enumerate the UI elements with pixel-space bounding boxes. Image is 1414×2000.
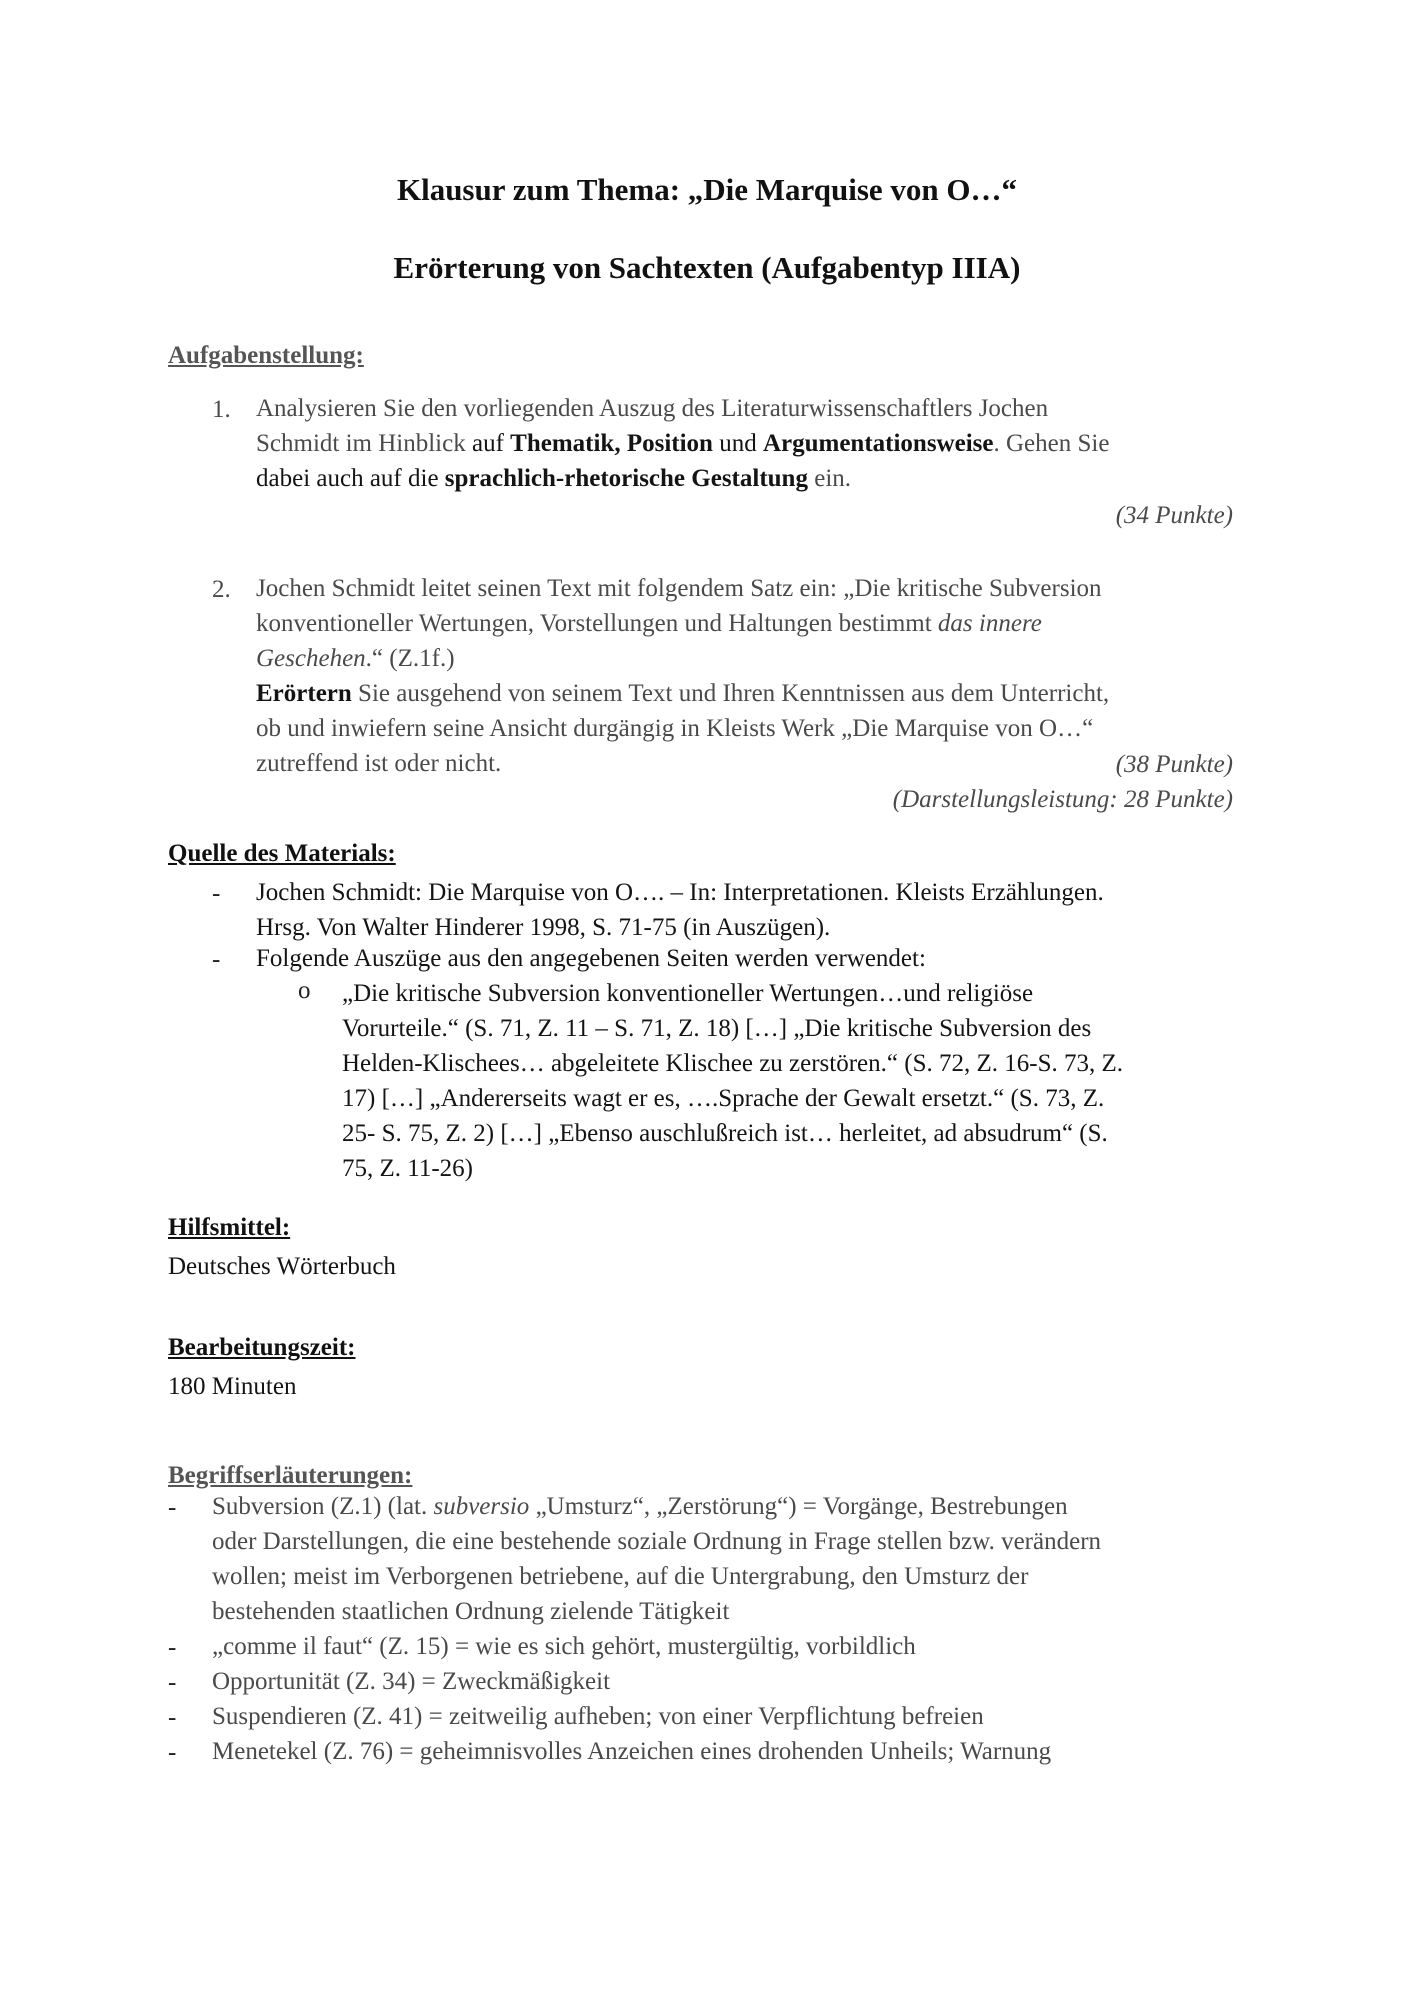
quelle-item1-line1: Jochen Schmidt: Die Marquise von O…. – In: Interpretationen. Kleists Erzählungen. — [256, 879, 1104, 906]
task2-number: 2. — [212, 576, 231, 603]
quelle-sub-line: Vorurteile.“ (S. 71, Z. 11 – S. 71, Z. 18) […] „Die kritische Subversion des — [342, 1015, 1092, 1042]
task2-line2: konventioneller Wertungen, Vorstellungen und Haltungen bestimmt das innere — [256, 610, 1042, 637]
task2-line3: Geschehen.“ (Z.1f.) — [256, 645, 455, 672]
task2-line4: Erörtern Sie ausgehend von seinem Text und Ihren Kenntnissen aus dem Unterricht, — [256, 680, 1110, 707]
hilfsmittel-value: Deutsches Wörterbuch — [168, 1253, 396, 1280]
quelle-item1-line2: Hrsg. Von Walter Hinderer 1998, S. 71-75 (in Auszügen). — [256, 914, 831, 941]
task2-line5: ob und inwiefern seine Ansicht durgängig in Kleists Werk „Die Marquise von O…“ — [256, 715, 1094, 742]
task1-line1: Analysieren Sie den vorliegenden Auszug des Literaturwissenschaftlers Jochen — [256, 395, 1049, 422]
task2-line6: zutreffend ist oder nicht. — [256, 750, 502, 777]
task2-points: (38 Punkte) — [1115, 751, 1233, 778]
begriff-subversion-line4: bestehenden staatlichen Ordnung zielende Tätigkeit — [212, 1598, 730, 1625]
begriff-menetekel: Menetekel (Z. 76) = geheimnisvolles Anzeichen eines drohenden Unheils; Warnung — [212, 1738, 1052, 1765]
quelle-sub-line: Helden-Klischees… abgeleitete Klischee zu zerstören.“ (S. 72, Z. 16-S. 73, Z. — [342, 1050, 1123, 1077]
task1-number: 1. — [212, 396, 231, 423]
darstellung-points: (Darstellungsleistung: 28 Punkte) — [892, 786, 1233, 813]
list-dash: - — [168, 1669, 177, 1696]
quelle-sub-line: „Die kritische Subversion konventioneller Wertungen…und religiöse — [342, 980, 1034, 1007]
begriff-comme-il-faut: „comme il faut“ (Z. 15) = wie es sich gehört, mustergültig, vorbildlich — [212, 1633, 916, 1660]
task1-points: (34 Punkte) — [1115, 502, 1233, 529]
list-dash: - — [168, 1634, 177, 1661]
document-title: Klausur zum Thema: „Die Marquise von O…“ — [396, 172, 1018, 207]
task2-line1: Jochen Schmidt leitet seinen Text mit folgendem Satz ein: „Die kritische Subversion — [256, 575, 1102, 602]
hilfsmittel-heading: Hilfsmittel: — [168, 1214, 291, 1241]
document-subtitle: Erörterung von Sachtexten (Aufgabentyp IIIA) — [393, 250, 1021, 285]
bearbeitungszeit-value: 180 Minuten — [168, 1373, 297, 1400]
bearbeitungszeit-heading: Bearbeitungszeit: — [168, 1334, 356, 1361]
quelle-sub-line: 75, Z. 11-26) — [342, 1155, 473, 1182]
task1-line2: Schmidt im Hinblick auf Thematik, Position und Argumentationsweise. Gehen Sie — [256, 430, 1110, 457]
list-dash: - — [212, 880, 221, 907]
quelle-sub-line: 25- S. 75, Z. 2) […] „Ebenso auschlußreich ist… herleitet, ad absudrum“ (S. — [342, 1120, 1108, 1147]
begriff-subversion: Subversion (Z.1) (lat. subversio „Umsturz“, „Zerstörung“) = Vorgänge, Bestrebungen — [212, 1493, 1068, 1520]
begriff-opportunitaet: Opportunität (Z. 34) = Zweckmäßigkeit — [212, 1668, 611, 1695]
begriff-suspendieren: Suspendieren (Z. 41) = zeitweilig aufheben; von einer Verpflichtung befreien — [212, 1703, 984, 1730]
quelle-item2: Folgende Auszüge aus den angegebenen Seiten werden verwendet: — [256, 945, 926, 972]
list-dash: - — [168, 1704, 177, 1731]
begriff-subversion-line3: wollen; meist im Verborgenen betriebene, auf die Untergrabung, den Umsturz der — [212, 1563, 1029, 1590]
begriff-subversion-line2: oder Darstellungen, die eine bestehende soziale Ordnung in Frage stellen bzw. verändern — [212, 1528, 1102, 1555]
list-dash: - — [168, 1494, 177, 1521]
aufgaben-heading: Aufgabenstellung: — [168, 342, 364, 369]
list-dash: - — [168, 1739, 177, 1766]
quelle-heading: Quelle des Materials: — [168, 840, 396, 867]
begriffe-heading: Begriffserläuterungen: — [168, 1462, 413, 1489]
list-dash: - — [212, 946, 221, 973]
quelle-sub-line: 17) […] „Andererseits wagt er es, ….Sprache der Gewalt ersetzt.“ (S. 73, Z. — [342, 1085, 1105, 1112]
list-bullet: o — [298, 977, 311, 1004]
task1-line3: dabei auch auf die sprachlich-rhetorische Gestaltung ein. — [256, 465, 852, 492]
